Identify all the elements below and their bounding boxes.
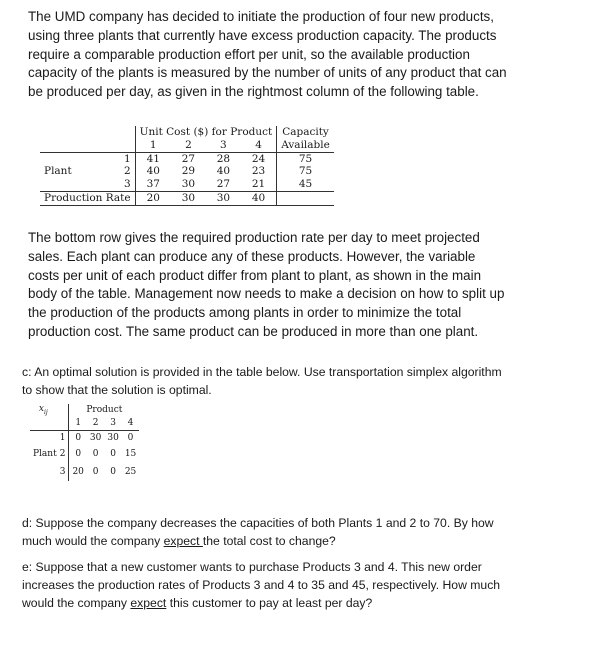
solution-cell: 30 xyxy=(107,432,119,443)
solution-cell: 0 xyxy=(69,445,87,463)
cost-cell: 40 xyxy=(135,165,171,178)
solution-row-3 xyxy=(30,463,139,481)
corner-label: $x_{ij}$ xyxy=(38,404,48,416)
cost-row-3 xyxy=(40,178,334,191)
product-header: 1 xyxy=(135,139,171,152)
plant-number: 2 xyxy=(59,448,66,459)
product-number: 2 xyxy=(92,418,99,429)
cost-cell: 28 xyxy=(216,152,231,165)
cost-cell: 24 xyxy=(251,152,266,165)
solution-header-row-1 xyxy=(30,404,139,418)
production-rate-row xyxy=(40,191,334,205)
cost-cell: 23 xyxy=(251,165,266,178)
solution-cell: 0 xyxy=(110,466,116,477)
solution-cell: 0 xyxy=(127,432,134,443)
cost-cell: 29 xyxy=(181,165,196,178)
capacity-header: Capacity xyxy=(277,126,334,139)
solution-cell: 0 xyxy=(92,466,99,477)
product-header: 2 xyxy=(185,138,192,151)
rate-cell: 30 xyxy=(216,191,231,204)
solution-header-row-2 xyxy=(30,418,139,430)
product-number: 3 xyxy=(110,418,116,429)
solution-cell: 30 xyxy=(89,432,102,443)
production-rate-label: Production Rate xyxy=(44,191,131,204)
plant-number: 1 xyxy=(59,432,66,443)
cost-table xyxy=(40,126,334,206)
question-e: e: Suppose that a new customer wants to purchase Products 3 and 4. This new order increases the production rates of Products 3 and 4 to 35 and 45, respectively. How much would the company expect this customer to pay at least per day? xyxy=(22,560,501,610)
underlined-expect: expect xyxy=(130,596,167,610)
cost-cell: 41 xyxy=(135,152,171,165)
plant-number: 3 xyxy=(59,466,66,477)
capacity-cell: 75 xyxy=(277,165,334,178)
cost-table-header-row-1 xyxy=(40,126,334,139)
capacity-cell: 75 xyxy=(277,152,334,165)
cost-table-header-row-2 xyxy=(40,139,334,152)
product-header: 4 xyxy=(255,138,262,151)
plant-label: Plant xyxy=(44,165,72,178)
question-c: c: An optimal solution is provided in the table below. Use transportation simplex algorithm to show that the solution is optimal. xyxy=(22,365,502,397)
product-header: 3 xyxy=(220,138,227,151)
product-number: 4 xyxy=(127,418,134,429)
intro-paragraph: The UMD company has decided to initiate the production of four new products, using three plants that currently have excess production capacity. The products require a comparable production effort per unit, so the available production capacity of the plants is measured by the number of units of any product that can be produced per day, as given in the rightmost column of the following table. xyxy=(28,9,507,100)
rate-cell: 40 xyxy=(251,191,266,204)
cost-cell: 21 xyxy=(251,178,266,191)
solution-cell: 20 xyxy=(69,463,87,481)
solution-row-2 xyxy=(30,445,139,463)
body-paragraph: The bottom row gives the required production rate per day to meet projected sales. Each plant can produce any of these products. However, the variable costs per unit of each product differ from plant to plant, as shown in the main body of the table. Management now needs to make a decision on how to split up the production of the products among plants in order to minimize the total production cost. The same product can be produced in more than one plant. xyxy=(28,230,505,339)
cost-row-2 xyxy=(40,165,334,178)
solution-table xyxy=(30,404,139,481)
solution-cell: 0 xyxy=(92,448,99,459)
plant-number: 1 xyxy=(123,152,131,165)
cost-cell: 40 xyxy=(216,165,231,178)
cost-cell: 27 xyxy=(216,178,231,191)
question-d: d: Suppose the company decreases the capacities of both Plants 1 and 2 to 70. By how much would the company expect the total cost to change? xyxy=(22,516,494,548)
unit-cost-header: Unit Cost ($) for Product xyxy=(135,126,277,139)
cost-row-1 xyxy=(40,152,334,165)
plant-number: 2 xyxy=(123,165,131,178)
rate-cell: 30 xyxy=(181,191,196,204)
solution-row-1 xyxy=(30,430,139,445)
underlined-expect: expect xyxy=(163,534,203,548)
capacity-cell: 45 xyxy=(277,178,334,191)
product-header: Product xyxy=(69,404,139,418)
plant-number: 3 xyxy=(123,178,131,191)
plant-label: Plant xyxy=(33,448,57,459)
solution-cell: 15 xyxy=(124,448,137,459)
available-header: Available xyxy=(277,139,334,152)
solution-cell: 0 xyxy=(69,430,87,445)
cost-cell: 30 xyxy=(181,178,196,191)
solution-cell: 25 xyxy=(124,466,137,477)
cost-cell: 27 xyxy=(181,152,196,165)
cost-cell: 37 xyxy=(135,178,171,191)
solution-cell: 0 xyxy=(110,448,116,459)
product-number: 1 xyxy=(69,418,87,430)
rate-cell: 20 xyxy=(135,191,171,205)
